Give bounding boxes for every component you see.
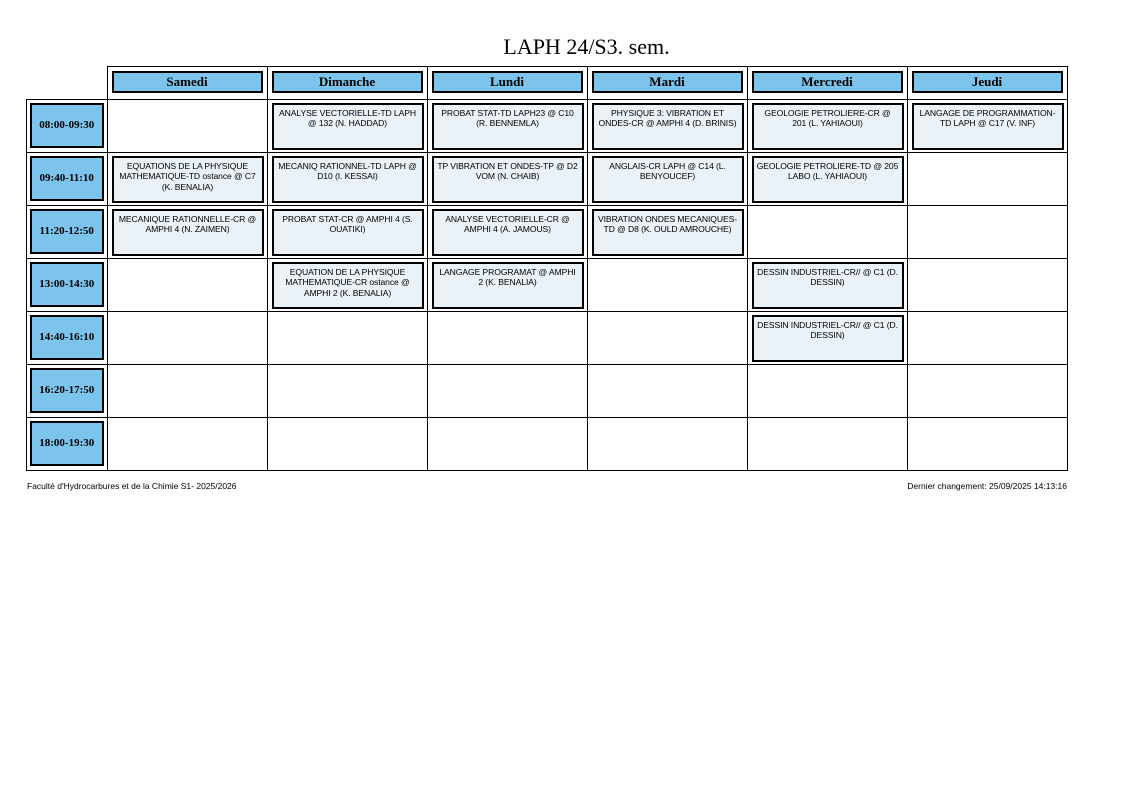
day-label: Jeudi	[912, 71, 1063, 93]
schedule-cell	[107, 152, 267, 205]
schedule-cell	[107, 364, 267, 417]
time-row	[27, 205, 1068, 258]
schedule-cell	[907, 417, 1067, 470]
schedule-cell	[747, 152, 907, 205]
footer-last-change: Dernier changement: 25/09/2025 14:13:16	[907, 481, 1067, 491]
day-column-header	[907, 67, 1067, 100]
schedule-cell	[427, 205, 587, 258]
schedule-cell	[427, 152, 587, 205]
time-slot-header	[27, 99, 108, 152]
schedule-cell	[267, 258, 427, 311]
time-label: 16:20-17:50	[30, 368, 104, 413]
schedule-cell	[907, 311, 1067, 364]
schedule-cell	[907, 205, 1067, 258]
day-label: Mercredi	[752, 71, 903, 93]
day-column-header	[267, 67, 427, 100]
course-block[interactable]: PROBAT STAT-TD LAPH23 @ C10 (R. BENNEMLA)	[432, 103, 584, 150]
day-label: Mardi	[592, 71, 743, 93]
time-label: 09:40-11:10	[30, 156, 104, 201]
schedule-cell	[747, 311, 907, 364]
schedule-cell	[267, 99, 427, 152]
schedule-cell	[587, 258, 747, 311]
schedule-cell	[267, 364, 427, 417]
schedule-cell	[587, 364, 747, 417]
time-slot-header	[27, 258, 108, 311]
footer-institution: Faculté d'Hydrocarbures et de la Chimie S1- 2025/2026	[27, 481, 237, 491]
time-row	[27, 258, 1068, 311]
schedule-cell	[267, 311, 427, 364]
course-block[interactable]: LANGAGE PROGRAMAT @ AMPHI 2 (K. BENALIA)	[432, 262, 584, 309]
schedule-cell	[747, 364, 907, 417]
schedule-cell	[587, 205, 747, 258]
schedule-cell	[267, 152, 427, 205]
schedule-cell	[907, 99, 1067, 152]
schedule-cell	[267, 417, 427, 470]
time-slot-header	[27, 311, 108, 364]
schedule-cell	[107, 258, 267, 311]
course-block[interactable]: LANGAGE DE PROGRAMMATION-TD LAPH @ C17 (V. INF)	[912, 103, 1064, 150]
schedule-cell	[427, 311, 587, 364]
schedule-cell	[107, 417, 267, 470]
course-block[interactable]: DESSIN INDUSTRIEL-CR// @ C1 (D. DESSIN)	[752, 262, 904, 309]
schedule-cell	[747, 99, 907, 152]
schedule-cell	[427, 364, 587, 417]
schedule-cell	[427, 417, 587, 470]
schedule-cell	[587, 152, 747, 205]
schedule-cell	[107, 99, 267, 152]
course-block[interactable]: DESSIN INDUSTRIEL-CR// @ C1 (D. DESSIN)	[752, 315, 904, 362]
course-block[interactable]: PROBAT STAT-CR @ AMPHI 4 (S. OUATIKI)	[272, 209, 424, 256]
corner-cell	[27, 67, 108, 100]
course-block[interactable]: VIBRATION ONDES MECANIQUES-TD @ D8 (K. OULD AMROUCHE)	[592, 209, 744, 256]
schedule-cell	[907, 364, 1067, 417]
day-column-header	[587, 67, 747, 100]
course-block[interactable]: TP VIBRATION ET ONDES-TP @ D2 VOM (N. CHAIB)	[432, 156, 584, 203]
schedule-cell	[427, 99, 587, 152]
schedule-cell	[107, 311, 267, 364]
time-row	[27, 99, 1068, 152]
schedule-cell	[747, 258, 907, 311]
time-slot-header	[27, 364, 108, 417]
time-label: 13:00-14:30	[30, 262, 104, 307]
day-column-header	[107, 67, 267, 100]
time-row	[27, 152, 1068, 205]
time-label: 11:20-12:50	[30, 209, 104, 254]
schedule-cell	[427, 258, 587, 311]
time-slot-header	[27, 205, 108, 258]
schedule-cell	[907, 152, 1067, 205]
time-label: 08:00-09:30	[30, 103, 104, 148]
day-label: Dimanche	[272, 71, 423, 93]
schedule-cell	[267, 205, 427, 258]
schedule-cell	[587, 99, 747, 152]
course-block[interactable]: ANGLAIS-CR LAPH @ C14 (L. BENYOUCEF)	[592, 156, 744, 203]
time-label: 18:00-19:30	[30, 421, 104, 466]
day-column-header	[427, 67, 587, 100]
timetable-body	[27, 99, 1068, 470]
schedule-cell	[747, 205, 907, 258]
course-block[interactable]: EQUATION DE LA PHYSIQUE MATHEMATIQUE-CR ostance @ AMPHI 2 (K. BENALIA)	[272, 262, 424, 309]
course-block[interactable]: MECANIQUE RATIONNELLE-CR @ AMPHI 4 (N. ZAIMEN)	[112, 209, 264, 256]
course-block[interactable]: GEOLOGIE PETROLIERE-TD @ 205 LABO (L. YAHIAOUI)	[752, 156, 904, 203]
time-row	[27, 364, 1068, 417]
day-label: Lundi	[432, 71, 583, 93]
schedule-cell	[907, 258, 1067, 311]
time-row	[27, 417, 1068, 470]
schedule-cell	[587, 417, 747, 470]
day-header-row	[27, 67, 1068, 100]
day-label: Samedi	[112, 71, 263, 93]
time-slot-header	[27, 152, 108, 205]
course-block[interactable]: PHYSIQUE 3: VIBRATION ET ONDES-CR @ AMPHI 4 (D. BRINIS)	[592, 103, 744, 150]
schedule-cell	[587, 311, 747, 364]
course-block[interactable]: ANALYSE VECTORIELLE-TD LAPH @ 132 (N. HADDAD)	[272, 103, 424, 150]
time-label: 14:40-16:10	[30, 315, 104, 360]
timetable	[26, 66, 1068, 471]
time-row	[27, 311, 1068, 364]
schedule-cell	[747, 417, 907, 470]
course-block[interactable]: EQUATIONS DE LA PHYSIQUE MATHEMATIQUE-TD ostance @ C7 (K. BENALIA)	[112, 156, 264, 203]
course-block[interactable]: MECANIQ RATIONNEL-TD LAPH @ D10 (I. KESSAI)	[272, 156, 424, 203]
course-block[interactable]: GEOLOGIE PETROLIERE-CR @ 201 (L. YAHIAOUI)	[752, 103, 904, 150]
schedule-cell	[107, 205, 267, 258]
time-slot-header	[27, 417, 108, 470]
day-column-header	[747, 67, 907, 100]
course-block[interactable]: ANALYSE VECTORIELLE-CR @ AMPHI 4 (A. JAMOUS)	[432, 209, 584, 256]
page-title: LAPH 24/S3. sem.	[503, 34, 670, 59]
